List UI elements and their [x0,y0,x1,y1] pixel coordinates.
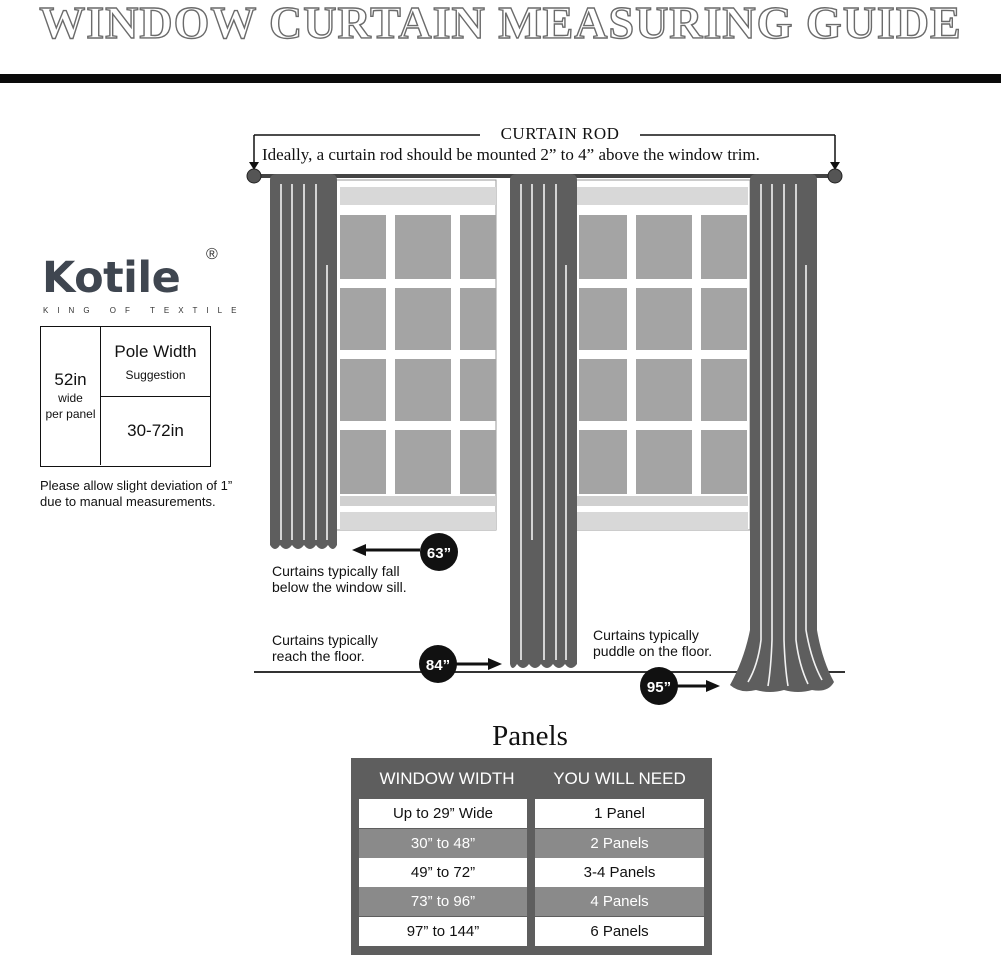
table-cell-panels: 2 Panels [535,829,704,858]
deviation-line-1: Please allow slight deviation of 1” [40,478,233,493]
panel-width-sub1: wide [58,391,83,405]
curtain-84 [510,174,577,668]
callout-95 [593,627,712,659]
arrow-63 [352,544,420,556]
panels-title: Panels [492,720,568,752]
spec-box [40,326,211,467]
callout-84-line-2: reach the floor. [272,648,365,664]
panels-table [351,758,712,955]
curtain-rod-note: Ideally, a curtain rod should be mounted 2” to 4” above the window trim. [262,145,760,164]
table-cell-panels: 4 Panels [535,887,704,916]
callout-95-line-2: puddle on the floor. [593,643,713,659]
pole-width-value: 30-72in [127,421,184,440]
curtain-63 [270,174,337,549]
deviation-line-2: due to manual measurements. [40,494,216,509]
table-cell-width: 97” to 144” [359,917,527,946]
curtain-rod-title: CURTAIN ROD [480,124,640,144]
callout-84-line-1: Curtains typically [272,632,378,648]
callout-84 [272,632,378,664]
badge-84 [419,645,457,683]
registered-mark: ® [206,246,218,263]
deviation-note [40,478,232,510]
panel-width-cell [41,327,101,465]
header-window-width: WINDOW WIDTH [379,769,515,788]
arrow-95 [676,680,720,692]
brand-logo: Kotile [42,253,181,303]
badge-95-label: 95” [646,679,672,696]
callout-63 [272,563,407,595]
table-cell-width: 30” to 48” [359,829,527,858]
table-cell-panels: 6 Panels [535,917,704,946]
pole-width-header [101,327,210,397]
pole-width-sub: Suggestion [125,367,186,382]
page-title: WINDOW CURTAIN MEASURING GUIDE [39,0,962,48]
panel-width-value: 52in [54,370,87,389]
pole-width-label: Pole Width [114,341,197,361]
window-left [336,180,496,530]
badge-63 [420,533,458,571]
window-right [576,180,750,530]
panel-width-sub2: per panel [45,407,96,421]
table-cell-width: Up to 29” Wide [359,799,527,828]
callout-95-line-1: Curtains typically [593,627,699,643]
badge-84-label: 84” [425,657,451,674]
table-cell-panels: 1 Panel [535,799,704,828]
brand-tagline: KING OF TEXTILE [43,306,246,315]
table-cell-panels: 3-4 Panels [535,858,704,887]
table-cell-width: 73” to 96” [359,887,527,916]
badge-63-label: 63” [426,545,452,562]
badge-95 [640,667,678,705]
table-cell-width: 49” to 72” [359,858,527,887]
callout-63-line-1: Curtains typically fall [272,563,400,579]
callout-63-line-2: below the window sill. [272,579,407,595]
header-you-will-need: YOU WILL NEED [553,769,686,788]
arrow-84 [455,658,502,670]
